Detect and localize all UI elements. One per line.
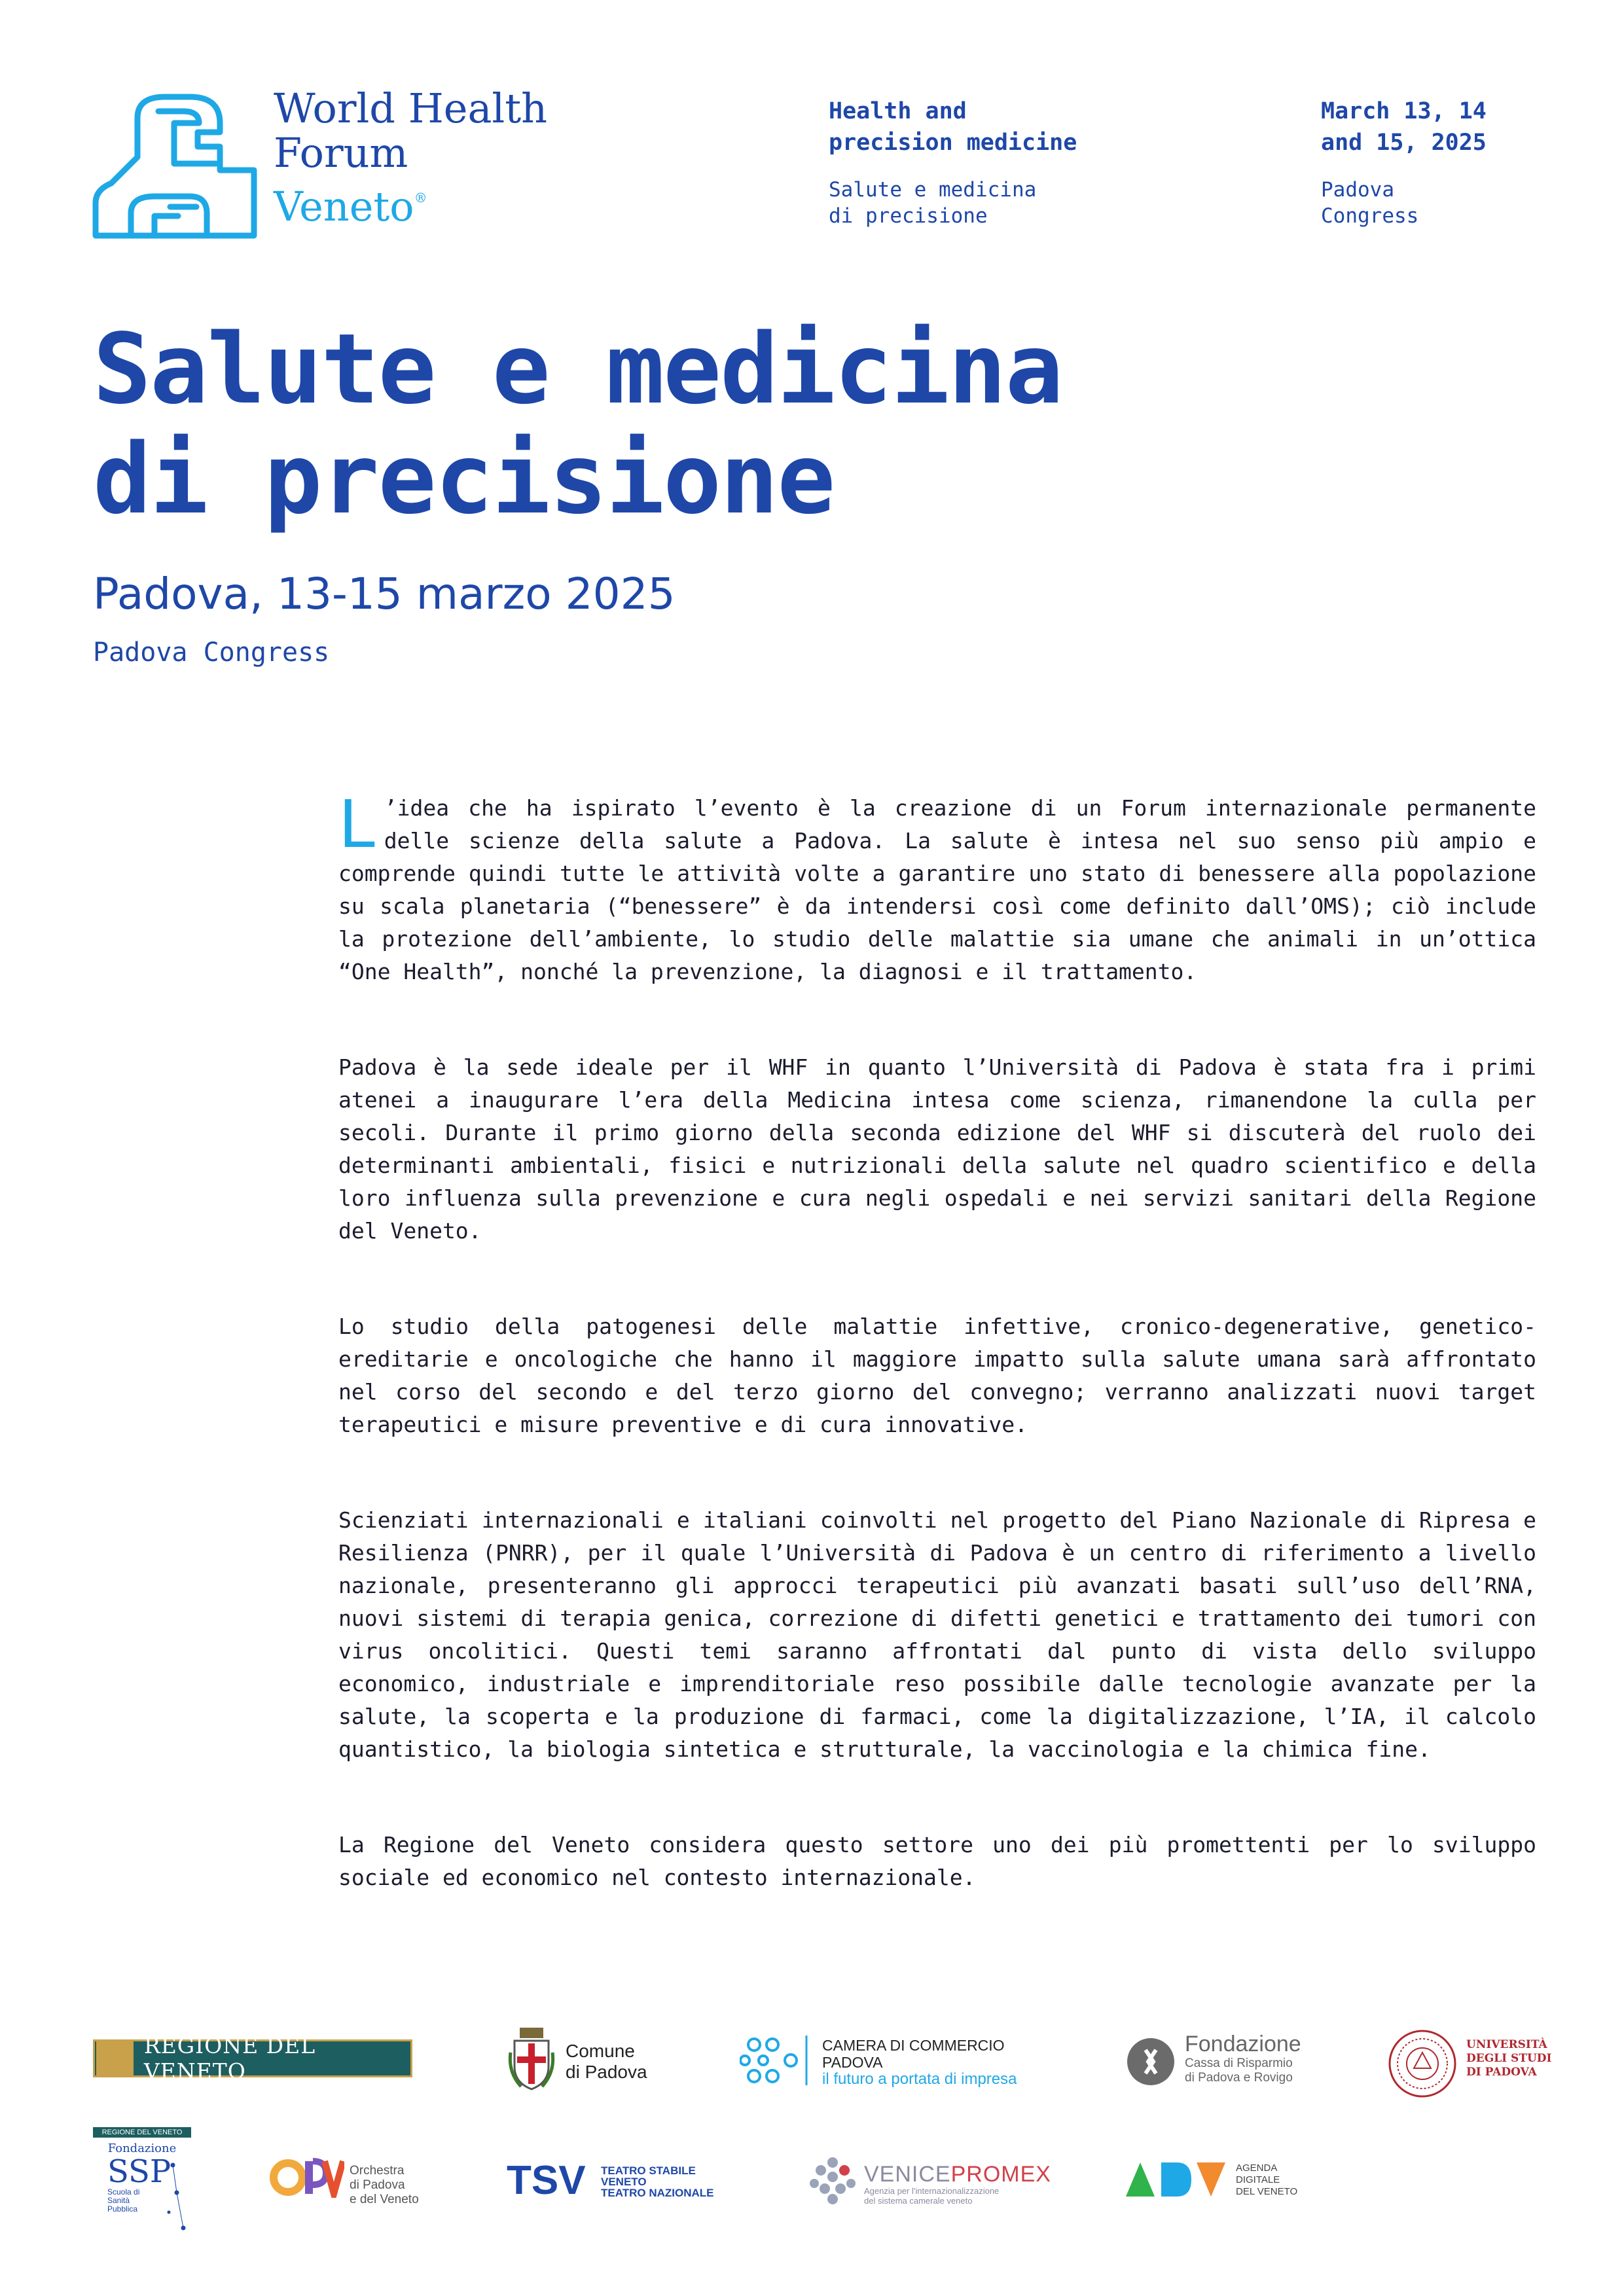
fondazione-cariparo-logo-text [1185, 2032, 1301, 2085]
fond-line-1: Fondazione [1185, 2032, 1301, 2056]
drop-cap: L [338, 786, 375, 863]
world-health-forum-logo-icon [92, 92, 262, 242]
title-line-2: di precisione [93, 423, 835, 535]
fond-line-3: di Padova e Rovigo [1185, 2071, 1293, 2085]
comune-line-1: Comune [566, 2041, 635, 2061]
paragraph-4: Scienziati internazionali e italiani coinvolti nel progetto del Piano Nazionale di Ripresa e Resilienza (PNRR), per il quale l’Università di Padova è un centro di riferimento a livello nazionale, presenteranno gli approcci terapeutici più avanzati basati sull’uso dell’RNA, nuovi sistemi di terapia genica, correzione di difetti genetici e trattamento dei tumori con virus oncolitici. Questi temi saranno affrontati dal punto di vista dello sviluppo economico, industriale e imprenditoriale reso possibile dalle tecnologie avanzate per la salute, la scoperta e la produzione di farmaci, come la digitalizzazione, l’IA, il calcolo quantistico, la biologia sintetica e strutturale, la vaccinologia e la chimica fine. [338, 1507, 1536, 1762]
event-venue: Padova Congress [93, 637, 330, 668]
fondazione-cariparo-icon [1126, 2037, 1176, 2087]
topic-en-line-2: precision medicine [829, 130, 1077, 156]
brand-line-2: Forum [274, 129, 408, 177]
date-line-1: March 13, 14 [1321, 98, 1487, 124]
vp-line-1: Agenzia per l'internazionalizzazione [864, 2186, 1000, 2196]
place [1321, 177, 1487, 229]
topic-en-line-1: Health and [829, 98, 967, 124]
header-topic [829, 96, 1077, 229]
unipd-logo-text [1466, 2038, 1552, 2079]
vp-name-b: PROMEX [950, 2162, 1051, 2187]
paragraph-5: La Regione del Veneto considera questo settore uno dei più promettenti per lo sviluppo sociale ed economico nel contesto internazionale. [338, 1832, 1536, 1890]
adv-line-2: DIGITALE [1236, 2174, 1280, 2185]
ssp-line-1: Scuola di [107, 2187, 140, 2197]
event-dates: Padova, 13-15 marzo 2025 [93, 569, 676, 619]
paragraph-2: Padova è la sede ideale per il WHF in quanto l’Università di Padova è stata fra i primi atenei a inaugurare l’era della Medicina intesa come scienza, rimanendone la culla per secoli. Durante il primo giorno della seconda edizione del WHF si discuterà del ruolo dei determinanti ambientali, fisici e nutrizionali della salute nel quadro scientifico e della loro influenza sulla prevenzione e cura negli ospedali e nei servizi sanitari della Regione del Veneto. [338, 1054, 1536, 1244]
vp-line-2: del sistema camerale veneto [864, 2196, 973, 2206]
title-line-1: Salute e medicina [93, 313, 1062, 425]
paragraph-1 [338, 786, 1536, 988]
opv-line-1: Orchestra [350, 2164, 405, 2178]
tsv-logo-text [601, 2165, 714, 2198]
place-line-2: Congress [1321, 204, 1419, 228]
lion-of-st-mark-icon [96, 2041, 134, 2075]
tsv-mark: TSV [507, 2158, 586, 2203]
opv-line-3: e del Veneto [350, 2193, 419, 2206]
vp-name-a: VENICE [864, 2162, 951, 2187]
tsv-line-2: VENETO [601, 2176, 647, 2188]
vp-name [864, 2162, 1051, 2186]
page-title [93, 314, 1062, 534]
brand-line-1: World Health [274, 84, 548, 132]
comune-line-2: di Padova [566, 2062, 647, 2082]
unipd-line-3: DI PADOVA [1466, 2066, 1537, 2079]
adv-logo-text [1236, 2162, 1297, 2198]
opv-icon [270, 2157, 344, 2198]
fond-line-2: Cassa di Risparmio [1185, 2056, 1293, 2070]
opv-line-2: di Padova [350, 2178, 405, 2192]
unipd-line-2: DEGLI STUDI [1466, 2052, 1552, 2065]
tsv-line-1: TEATRO STABILE [601, 2164, 696, 2177]
topic-it [829, 177, 1077, 229]
topic-it-line-1: Salute e medicina [829, 178, 1037, 202]
venice-promex-logo-text [864, 2162, 1051, 2206]
topic-it-line-2: di precisione [829, 204, 988, 228]
ssp-top-bar: REGIONE DEL VENETO [93, 2127, 191, 2138]
ssp-fondazione: Fondazione [107, 2142, 177, 2155]
brand-line-3: Veneto® [274, 183, 427, 230]
ssp-line-2: Sanità [107, 2196, 130, 2205]
camera-line-1: CAMERA DI COMMERCIO [822, 2037, 1005, 2054]
tsv-line-3: TEATRO NAZIONALE [601, 2187, 714, 2199]
camera-line-2: PADOVA [822, 2054, 883, 2071]
place-line-1: Padova [1321, 178, 1394, 202]
venice-promex-icon [805, 2153, 860, 2208]
unipd-line-1: UNIVERSITÀ [1466, 2038, 1547, 2051]
opv-logo-text [350, 2164, 419, 2207]
ssp-line-3: Pubblica [107, 2204, 138, 2214]
adv-line-1: AGENDA [1236, 2162, 1278, 2174]
adv-line-3: DEL VENETO [1236, 2186, 1298, 2197]
date-line-2: and 15, 2025 [1321, 130, 1487, 156]
paragraph-3: Lo studio della patogenesi delle malattie infettive, cronico-degenerative, genetico-ereditarie e oncologiche che hanno il maggiore impatto sulla salute umana sarà affrontato nel corso del secondo e del terzo giorno del convegno; verranno analizzati nuovi target terapeutici e misure preventive e di cura innovative. [338, 1314, 1536, 1437]
ssp-mark: SSP [107, 2153, 171, 2190]
unipd-seal-icon [1388, 2029, 1457, 2098]
ssp-constellation-icon [164, 2160, 190, 2232]
comune-padova-crest-icon [508, 2026, 555, 2092]
adv-icon [1123, 2160, 1228, 2199]
camera-commercio-icon [740, 2034, 812, 2087]
comune-padova-logo-text [566, 2041, 647, 2083]
camera-commercio-logo-text [822, 2037, 1017, 2088]
body-text [338, 786, 1536, 1957]
header-date [1321, 96, 1487, 229]
camera-tagline: il futuro a portata di impresa [822, 2070, 1017, 2088]
regione-veneto-logo [93, 2033, 412, 2084]
regione-veneto-text: REGIONE DEL VENETO [143, 2033, 316, 2084]
paragraph-1-text: ’idea che ha ispirato l’evento è la creazione di un Forum internazionale permanente delle scienze della salute a Padova. La salute è intesa nel suo senso più ampio e comprende quindi tutte le attività volte a garantire uno stato di benessere alla popolazione su scala planetaria (“benessere” è da intendersi così come definito dall’OMS); ciò include la protezione dell’ambiente, lo studio delle malattie sia umane che animali in un’ottica “One Health”, nonché la prevenzione, la diagnosi e il trattamento. [338, 795, 1536, 984]
brand-name [274, 86, 547, 229]
